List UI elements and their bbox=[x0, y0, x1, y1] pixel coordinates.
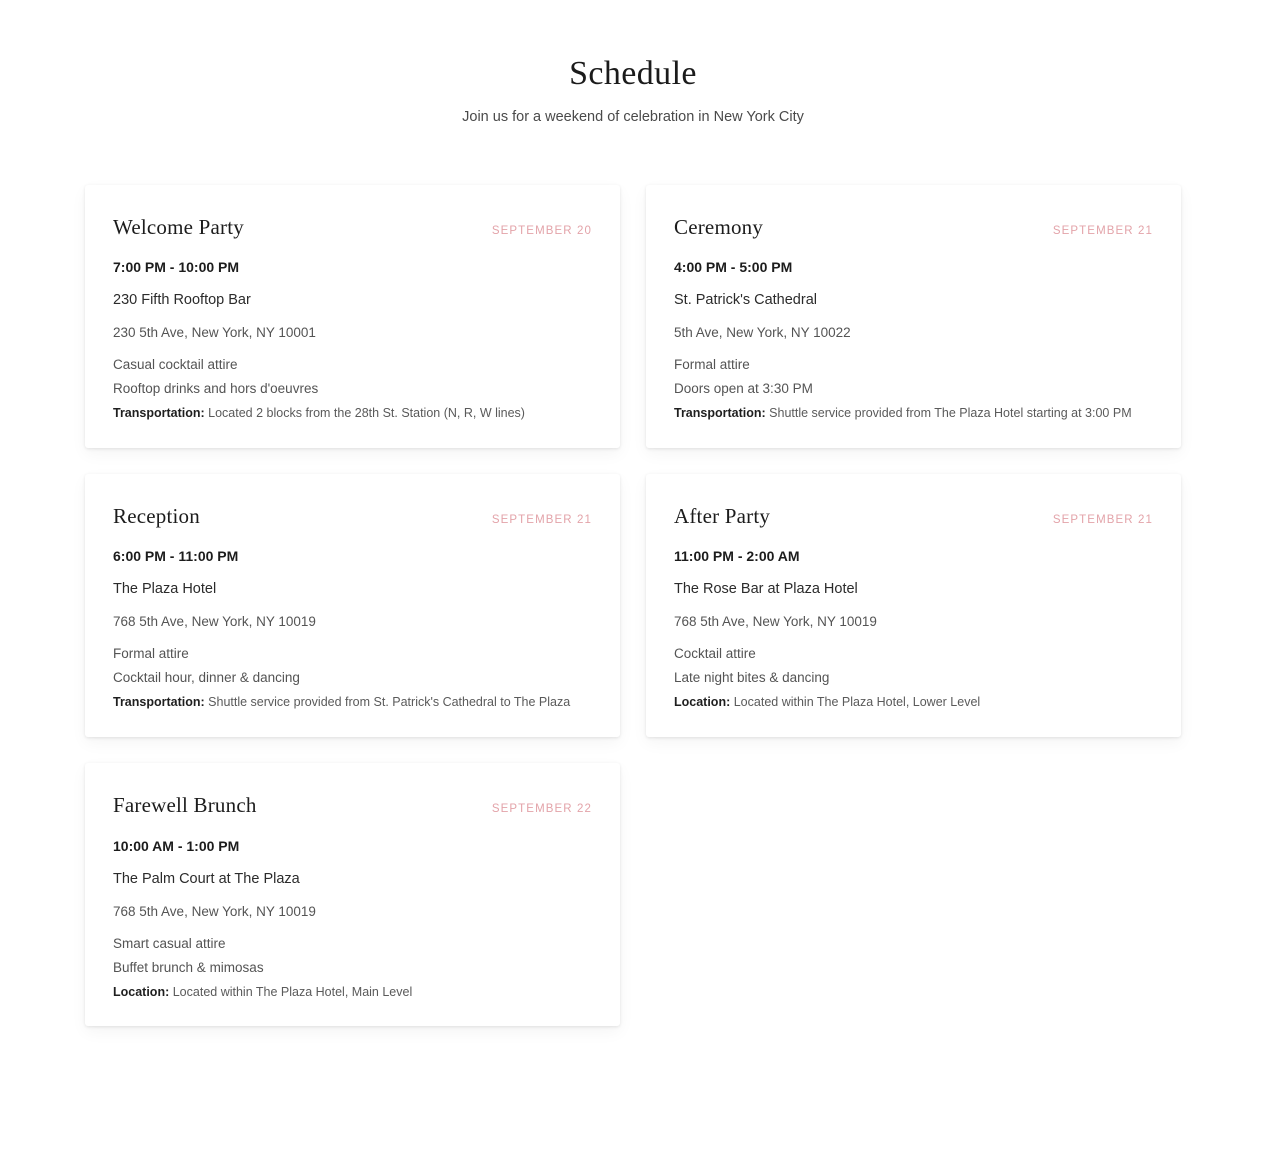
event-attire: Smart casual attire bbox=[113, 935, 226, 951]
event-card[interactable] bbox=[85, 185, 620, 448]
event-name: Welcome Party bbox=[113, 215, 244, 240]
event-note-label: Transportation: bbox=[113, 695, 205, 710]
event-date: SEPTEMBER 22 bbox=[491, 803, 592, 816]
event-note-label: Location: bbox=[674, 695, 731, 710]
event-address: 5th Ave, New York, NY 10022 bbox=[674, 325, 851, 341]
event-venue: The Rose Bar at Plaza Hotel bbox=[674, 581, 858, 598]
page-title: Schedule bbox=[569, 55, 697, 92]
event-address: 768 5th Ave, New York, NY 10019 bbox=[113, 614, 316, 630]
event-time: 6:00 PM - 11:00 PM bbox=[113, 548, 239, 565]
event-note bbox=[113, 984, 592, 1001]
page-header bbox=[0, 52, 1266, 125]
event-name: Farewell Brunch bbox=[113, 793, 257, 818]
event-note-text: Shuttle service provided from The Plaza Hotel starting at 3:00 PM bbox=[769, 406, 1132, 421]
event-time: 4:00 PM - 5:00 PM bbox=[674, 259, 793, 276]
event-note-text: Located 2 blocks from the 28th St. Station (N, R, W lines) bbox=[208, 406, 525, 421]
event-card-header bbox=[113, 504, 592, 529]
event-note-label: Transportation: bbox=[113, 406, 205, 421]
event-venue: St. Patrick's Cathedral bbox=[674, 292, 817, 309]
event-note-label: Transportation: bbox=[674, 406, 766, 421]
event-attire: Cocktail attire bbox=[674, 646, 756, 662]
event-note-label: Location: bbox=[113, 984, 170, 999]
event-attire: Casual cocktail attire bbox=[113, 357, 238, 373]
event-time: 10:00 AM - 1:00 PM bbox=[113, 837, 240, 854]
event-attire: Formal attire bbox=[113, 646, 189, 662]
event-details: Cocktail hour, dinner & dancing bbox=[113, 670, 300, 686]
event-card-header bbox=[674, 504, 1153, 529]
event-note bbox=[674, 405, 1153, 422]
event-card-header bbox=[674, 215, 1153, 240]
event-note bbox=[674, 694, 1153, 711]
event-details: Doors open at 3:30 PM bbox=[674, 381, 813, 397]
event-card[interactable] bbox=[85, 763, 620, 1026]
page-subtitle: Join us for a weekend of celebration in New York City bbox=[462, 109, 804, 126]
event-details: Rooftop drinks and hors d'oeuvres bbox=[113, 381, 319, 397]
event-time: 7:00 PM - 10:00 PM bbox=[113, 259, 240, 276]
event-card-list bbox=[85, 185, 1181, 1026]
event-details: Buffet brunch & mimosas bbox=[113, 959, 264, 975]
event-name: Reception bbox=[113, 504, 200, 529]
event-name: After Party bbox=[674, 504, 771, 529]
event-card[interactable] bbox=[646, 185, 1181, 448]
event-note-text: Located within The Plaza Hotel, Lower Level bbox=[733, 695, 981, 710]
event-note-text: Shuttle service provided from St. Patrick's Cathedral to The Plaza bbox=[208, 695, 571, 710]
event-address: 768 5th Ave, New York, NY 10019 bbox=[113, 903, 316, 919]
event-details: Late night bites & dancing bbox=[674, 670, 830, 686]
event-address: 230 5th Ave, New York, NY 10001 bbox=[113, 325, 316, 341]
event-date: SEPTEMBER 21 bbox=[491, 514, 592, 527]
layout-spacer bbox=[646, 763, 1181, 1026]
event-name: Ceremony bbox=[674, 215, 764, 240]
event-card[interactable] bbox=[85, 474, 620, 737]
event-date: SEPTEMBER 21 bbox=[1052, 514, 1153, 527]
event-date: SEPTEMBER 21 bbox=[1052, 225, 1153, 238]
event-card-header bbox=[113, 793, 592, 818]
event-card[interactable] bbox=[646, 474, 1181, 737]
event-address: 768 5th Ave, New York, NY 10019 bbox=[674, 614, 877, 630]
event-note bbox=[113, 405, 592, 422]
event-venue: 230 Fifth Rooftop Bar bbox=[113, 292, 251, 309]
event-time: 11:00 PM - 2:00 AM bbox=[674, 548, 800, 565]
event-venue: The Plaza Hotel bbox=[113, 581, 217, 598]
event-note-text: Located within The Plaza Hotel, Main Level bbox=[172, 984, 413, 999]
event-note bbox=[113, 694, 592, 711]
event-attire: Formal attire bbox=[674, 357, 750, 373]
event-card-header bbox=[113, 215, 592, 240]
event-venue: The Palm Court at The Plaza bbox=[113, 870, 300, 887]
event-date: SEPTEMBER 20 bbox=[491, 225, 592, 238]
